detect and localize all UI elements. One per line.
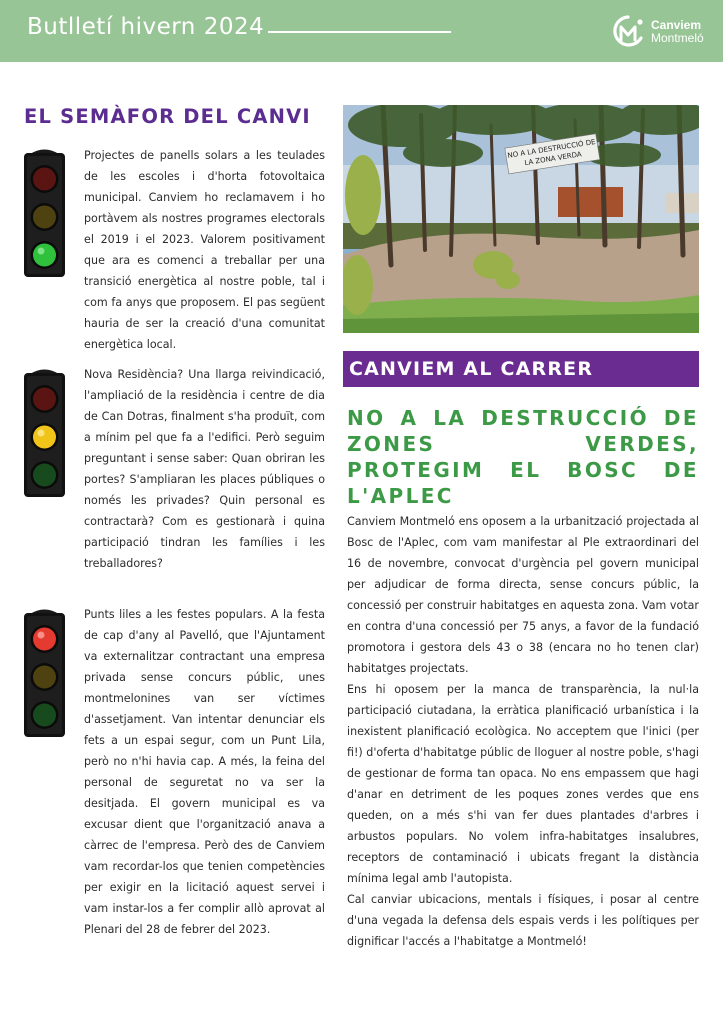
- section-title-carrer: CANVIEM AL CARRER: [349, 358, 594, 380]
- article-paragraph-1: Canviem Montmeló ens oposem a la urbanització projectada al Bosc de l'Aplec, com vam manifestar al Ple extraordinari del 16 de novembre, convocat d'urgència pel govern municipal per adjudicar de forma directa, sense concurs públic, la concessió per construir habitatges en aquesta zona. Vam votar en contra d'una concessió per 75 anys, a favor de la fundació promotora i gestora dels 43 o 38 (encara no ho tenen clar) habitatges projectats.: [347, 515, 699, 675]
- traffic-light-red-icon: [23, 608, 66, 738]
- logo-name: Canviem: [651, 18, 702, 32]
- semafor-item-solar-text: Projectes de panells solars a les teulades de les escoles i d'horta fotovoltaica municipal. Canviem ho reclamavem i ho portàvem als nostres programes electorals el 2019 i el 2023. Valorem positivament que ara es comenci a treballar per una transició energètica al nostre poble, tal i com fa anys que proposem. El pas següent hauria de ser la creació d'una comunitat energètica local.: [84, 149, 325, 351]
- traffic-light-green-icon: [23, 148, 66, 278]
- section-band-carrer: [343, 351, 699, 387]
- photo-banner-text: NO A LA DESTRUCCIÓ DE LA ZONA VERDA: [506, 137, 597, 168]
- header-rule: [268, 31, 451, 33]
- semafor-item-residencia-text: Nova Residència? Una llarga reivindicació, l'ampliació de la residència i centre de dia de Can Dotras, finalment s'ha produït, com a mínim pel que fa a l'edifici. Però seguim preguntant i sense saber: Quan obriran les portes? S'ampliaran les places públiques o només les privades? Quin personal es contractarà? Com es gestionarà i quina participació tindran les famílies i les treballadores?: [84, 368, 325, 570]
- traffic-light-yellow-icon: [23, 368, 66, 498]
- canviem-logo: [611, 14, 711, 50]
- article-headline: NO A LA DESTRUCCIÓ DE ZONES VERDES, PROTEGIM EL BOSC DE L'APLEC: [347, 406, 699, 508]
- logo-town: Montmeló: [651, 31, 704, 45]
- canviem-logo-icon: [611, 14, 645, 50]
- forest-photo: [343, 105, 699, 333]
- bulletin-title: Butlletí hivern 2024: [27, 14, 265, 40]
- article-paragraph-2: Ens hi oposem per la manca de transparència, la nul·la participació ciutadana, la erràtica planificació urbanística i la inexistent planificació ecològica. No acceptem que l'inici (per fi!) d'oferta d'habitatge públic de lloguer al nostre poble, s'hagi de gestionar de forma tan opaca. No ens empassem que hagi d'anar en detriment de les poques zones verdes que ens queden, on a més s'hi van fer dues plantades d'arbres i arbustos populars. No volem infra-habitatges insalubres, receptors de contaminació i ubicats fregant la distància mínima legal amb l'autopista.: [347, 683, 699, 885]
- header-band: [0, 0, 723, 62]
- semafor-item-punts-liles-text: Punts liles a les festes populars. A la festa de cap d'any al Pavelló, que l'Ajuntament va externalitzar contractant una empresa privada sense concurs públic, unes montmelonines van ser víctimes d'assetjament. Van intentar denunciar els fets a un espai segur, com un Punt Lila, però no n'hi havia cap. A més, la feina del personal de seguretat no va ser la desitjada. El govern municipal es va excusar dient que l'organització anava a càrrec de l'empresa. Però des de Canviem vam recordar-los que tenien competències per exigir en la licitació aquest servei i vam instar-los a fer complir allò aprovat al Plenari del 28 de febrer del 2023.: [84, 608, 325, 936]
- semafor-title: EL SEMÀFOR DEL CANVI: [24, 105, 311, 128]
- article-paragraph-3: Cal canviar ubicacions, mentals i físiques, i posar al centre d'una vegada la defensa dels espais verds i les polítiques per dignificar l'accés a l'habitatge a Montmeló!: [347, 893, 699, 948]
